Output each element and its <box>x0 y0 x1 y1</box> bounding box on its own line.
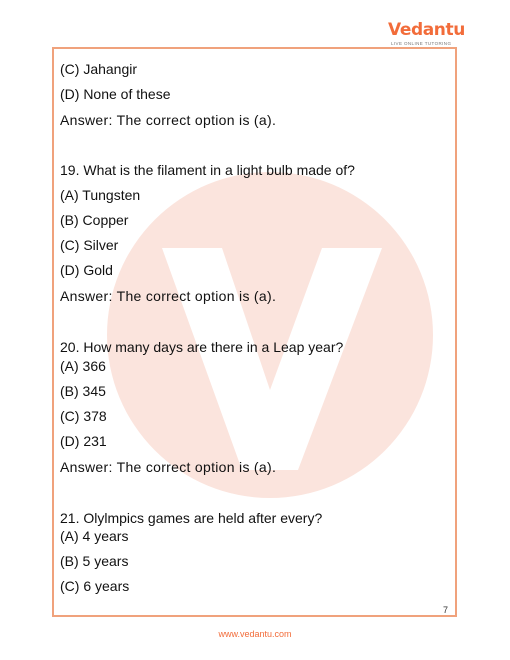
option-text: (C) 378 <box>60 408 107 424</box>
option-text: (A) 366 <box>60 358 106 374</box>
answer-text: Answer: The correct option is (a). <box>60 288 277 304</box>
option-text: (C) Jahangir <box>60 61 138 77</box>
option-text: (D) None of these <box>60 86 171 102</box>
option-text: (B) Copper <box>60 212 129 228</box>
vedantu-logo <box>388 20 465 50</box>
option-text: (D) 231 <box>60 433 107 449</box>
answer-text: Answer: The correct option is (a). <box>60 112 277 128</box>
question-text: 21. Olylmpics games are held after every? <box>60 510 323 526</box>
page-number: 7 <box>443 605 449 615</box>
option-text: (B) 5 years <box>60 553 129 569</box>
vedantu-watermark-icon <box>100 170 440 500</box>
answer-text: Answer: The correct option is (a). <box>60 459 277 475</box>
footer-url-link[interactable]: www.vedantu.com <box>218 629 292 639</box>
option-text: (C) Silver <box>60 237 119 253</box>
question-text: 20. How many days are there in a Leap year? <box>60 339 344 355</box>
option-text: (D) Gold <box>60 262 113 278</box>
question-text: 19. What is the filament in a light bulb made of? <box>60 162 355 178</box>
option-text: (B) 345 <box>60 383 106 399</box>
option-text: (A) 4 years <box>60 528 129 544</box>
logo-tagline: LIVE ONLINE TUTORING <box>391 41 452 46</box>
option-text: (C) 6 years <box>60 578 130 594</box>
option-text: (A) Tungsten <box>60 187 141 203</box>
logo-brand-text: Vedantu <box>388 20 465 40</box>
